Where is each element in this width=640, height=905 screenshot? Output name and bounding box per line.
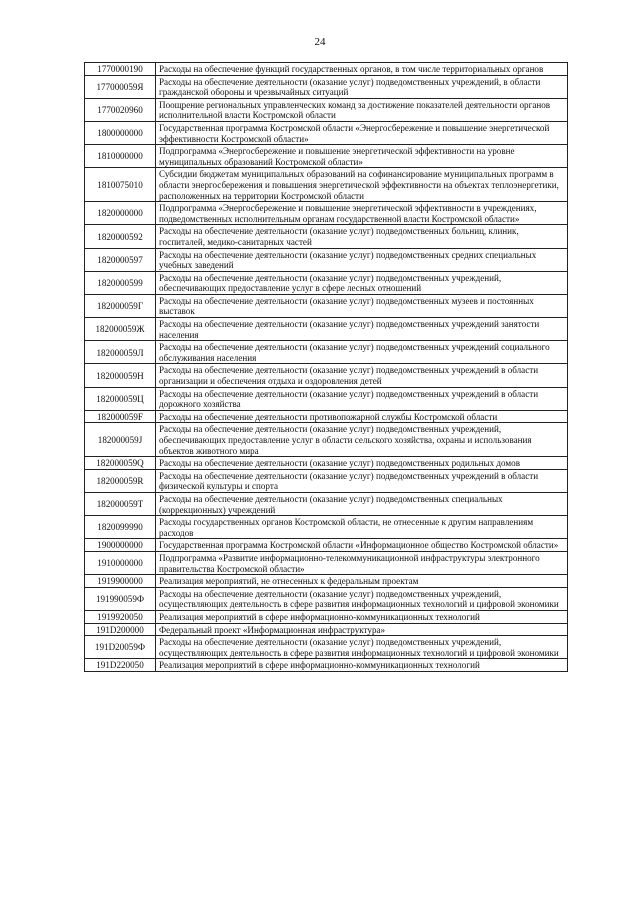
table-row bbox=[85, 75, 568, 98]
row-description: Расходы на обеспечение деятельности (оказание услуг) подведомственных средних специальных учебных заведений bbox=[156, 248, 568, 271]
row-code: 1770000190 bbox=[85, 63, 156, 76]
table-row bbox=[85, 410, 568, 423]
row-code: 1820000592 bbox=[85, 225, 156, 248]
row-code: 182000059Ц bbox=[85, 387, 156, 410]
row-code: 1820000000 bbox=[85, 202, 156, 225]
row-description: Реализация мероприятий в сфере информационно-коммуникационных технологий bbox=[156, 610, 568, 623]
row-description: Государственная программа Костромской области «Энергосбережение и повышение энергетической эффективности Костромской области» bbox=[156, 121, 568, 144]
table-row bbox=[85, 610, 568, 623]
table-row bbox=[85, 575, 568, 588]
row-description: Расходы на обеспечение деятельности (оказание услуг) подведомственных учреждений, обеспечивающих предоставление услуг в сфере лесных отношений bbox=[156, 271, 568, 294]
row-description: Подпрограмма «Развитие информационно-телекоммуникационной инфраструктуры электронного правительства Костромской области» bbox=[156, 551, 568, 574]
table-body bbox=[85, 63, 568, 672]
row-description: Расходы на обеспечение деятельности (оказание услуг) подведомственных учреждений, обеспечивающих предоставление услуг в области сельского хозяйства, охраны и использования объектов животного мира bbox=[156, 423, 568, 457]
row-code: 182000059R bbox=[85, 469, 156, 492]
row-description: Подпрограмма «Энергосбережение и повышение энергетической эффективности в учреждениях, подведомственных исполнительным органам государственной власти Костромской области» bbox=[156, 202, 568, 225]
table-row bbox=[85, 469, 568, 492]
table-row bbox=[85, 539, 568, 552]
row-description: Расходы на обеспечение деятельности (оказание услуг) подведомственных учреждений, осуществляющих деятельность в сфере развития информационных технологий и цифровой экономики bbox=[156, 636, 568, 659]
row-description: Подпрограмма «Энергосбережение и повышение энергетической эффективности на уровне муниципальных образований Костромской области» bbox=[156, 145, 568, 168]
row-code: 177000059Я bbox=[85, 75, 156, 98]
row-code: 1770020960 bbox=[85, 98, 156, 121]
table-row bbox=[85, 659, 568, 672]
table-row bbox=[85, 364, 568, 387]
row-code: 182000059Ж bbox=[85, 318, 156, 341]
row-code: 1810000000 bbox=[85, 145, 156, 168]
row-code: 182000059T bbox=[85, 492, 156, 515]
row-code: 1910000000 bbox=[85, 551, 156, 574]
row-description: Реализация мероприятий, не отнесенных к федеральным проектам bbox=[156, 575, 568, 588]
row-code: 1900000000 bbox=[85, 539, 156, 552]
row-description: Реализация мероприятий в сфере информационно-коммуникационных технологий bbox=[156, 659, 568, 672]
row-code: 1919920050 bbox=[85, 610, 156, 623]
table-row bbox=[85, 98, 568, 121]
row-code: 1820000597 bbox=[85, 248, 156, 271]
table-row bbox=[85, 551, 568, 574]
row-code: 1800000000 bbox=[85, 121, 156, 144]
table-row bbox=[85, 318, 568, 341]
table-row bbox=[85, 341, 568, 364]
row-code: 1820000599 bbox=[85, 271, 156, 294]
row-description: Расходы на обеспечение деятельности (оказание услуг) подведомственных учреждений в области организации и обеспечения отдыха и оздоровления детей bbox=[156, 364, 568, 387]
table-row bbox=[85, 492, 568, 515]
row-code: 1919900000 bbox=[85, 575, 156, 588]
table-row bbox=[85, 294, 568, 317]
table-row bbox=[85, 248, 568, 271]
table-row bbox=[85, 271, 568, 294]
row-code: 191990059Ф bbox=[85, 587, 156, 610]
table-row bbox=[85, 202, 568, 225]
row-description: Расходы на обеспечение функций государственных органов, в том числе территориальных органов bbox=[156, 63, 568, 76]
row-description: Расходы на обеспечение деятельности (оказание услуг) подведомственных учреждений социального обслуживания населения bbox=[156, 341, 568, 364]
row-description: Расходы на обеспечение деятельности (оказание услуг) подведомственных специальных (коррекционных) учреждений bbox=[156, 492, 568, 515]
budget-code-table bbox=[84, 62, 568, 672]
table-row bbox=[85, 145, 568, 168]
table-row bbox=[85, 516, 568, 539]
table-row bbox=[85, 636, 568, 659]
row-description: Федеральный проект «Информационная инфраструктура» bbox=[156, 623, 568, 636]
row-description: Расходы на обеспечение деятельности (оказание услуг) подведомственных учреждений, в области гражданской обороны и чрезвычайных ситуаций bbox=[156, 75, 568, 98]
row-code: 182000059Н bbox=[85, 364, 156, 387]
table-row bbox=[85, 423, 568, 457]
row-description: Расходы на обеспечение деятельности (оказание услуг) подведомственных родильных домов bbox=[156, 457, 568, 470]
row-description: Расходы на обеспечение деятельности противопожарной службы Костромской области bbox=[156, 410, 568, 423]
row-description: Расходы на обеспечение деятельности (оказание услуг) подведомственных учреждений в области дорожного хозяйства bbox=[156, 387, 568, 410]
row-code: 182000059F bbox=[85, 410, 156, 423]
row-code: 191D200000 bbox=[85, 623, 156, 636]
row-description: Поощрение региональных управленческих команд за достижение показателей деятельности органов исполнительной власти Костромской области bbox=[156, 98, 568, 121]
row-code: 191D20059Ф bbox=[85, 636, 156, 659]
row-description: Расходы на обеспечение деятельности (оказание услуг) подведомственных учреждений в области физической культуры и спорта bbox=[156, 469, 568, 492]
page-number: 24 bbox=[314, 36, 326, 48]
row-description: Расходы на обеспечение деятельности (оказание услуг) подведомственных учреждений занятости населения bbox=[156, 318, 568, 341]
table-row bbox=[85, 225, 568, 248]
table-row bbox=[85, 387, 568, 410]
table-row bbox=[85, 63, 568, 76]
row-description: Расходы на обеспечение деятельности (оказание услуг) подведомственных больниц, клиник, госпиталей, медико-санитарных частей bbox=[156, 225, 568, 248]
table-row bbox=[85, 121, 568, 144]
row-code: 182000059Г bbox=[85, 294, 156, 317]
row-code: 1810075010 bbox=[85, 168, 156, 202]
table-row bbox=[85, 587, 568, 610]
row-description: Расходы на обеспечение деятельности (оказание услуг) подведомственных учреждений, осуществляющих деятельность в сфере развития информационных технологий и цифровой экономики bbox=[156, 587, 568, 610]
row-description: Расходы на обеспечение деятельности (оказание услуг) подведомственных музеев и постоянных выставок bbox=[156, 294, 568, 317]
table-row bbox=[85, 168, 568, 202]
row-code: 1820099990 bbox=[85, 516, 156, 539]
row-description: Государственная программа Костромской области «Информационное общество Костромской области» bbox=[156, 539, 568, 552]
table-row bbox=[85, 623, 568, 636]
row-code: 182000059J bbox=[85, 423, 156, 457]
row-code: 182000059Q bbox=[85, 457, 156, 470]
row-description: Субсидии бюджетам муниципальных образований на софинансирование муниципальных программ в области энергосбережения и повышения энергетической эффективности на объектах теплоэнергетики, расположенных на территории Костромской области bbox=[156, 168, 568, 202]
row-description: Расходы государственных органов Костромской области, не отнесенные к другим направлениям расходов bbox=[156, 516, 568, 539]
table-row bbox=[85, 457, 568, 470]
row-code: 182000059Л bbox=[85, 341, 156, 364]
row-code: 191D220050 bbox=[85, 659, 156, 672]
